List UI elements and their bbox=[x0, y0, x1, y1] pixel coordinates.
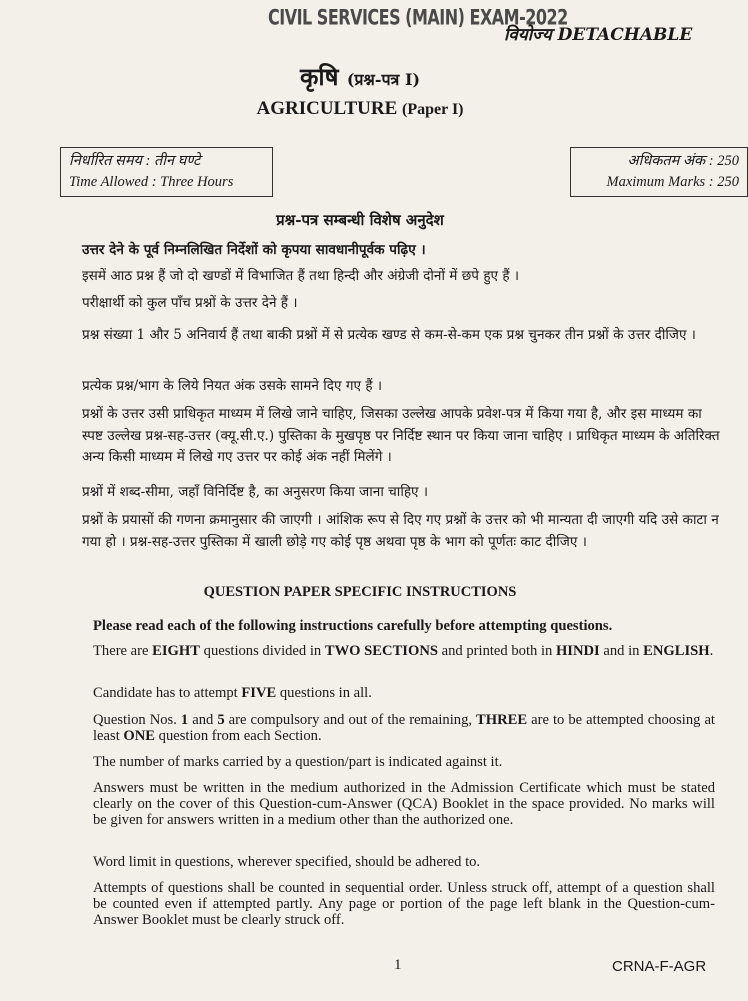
paper-code: CRNA-F-AGR bbox=[612, 958, 707, 975]
maximum-marks-box bbox=[570, 147, 748, 197]
subject-hindi-main: कृषि bbox=[299, 62, 339, 91]
text-fragment: Question Nos. bbox=[93, 712, 181, 728]
hindi-instruction-3: प्रश्न संख्या 1 और 5 अनिवार्य हैं तथा बाकी प्रश्नों में से प्रत्येक खण्ड से कम-से-कम एक प्रश्न चुनकर तीन प्रश्नों के उत्तर दीजिए । bbox=[82, 327, 696, 343]
text-fragment: and bbox=[188, 712, 218, 728]
subject-hindi-paper: (प्रश्न-पत्र I) bbox=[346, 70, 421, 89]
hindi-instruction-4: प्रत्येक प्रश्न/भाग के लिये नियत अंक उसके सामने दिए गए हैं । bbox=[82, 378, 383, 394]
english-intro: Please read each of the following instructions carefully before attempting questions. bbox=[93, 618, 613, 634]
subject-english-main: AGRICULTURE bbox=[256, 98, 398, 119]
eight-count: EIGHT bbox=[152, 643, 200, 659]
subject-english-paper: (Paper I) bbox=[402, 101, 464, 118]
text-fragment: and in bbox=[599, 643, 644, 659]
maximum-marks-english: Maximum Marks : 250 bbox=[606, 174, 739, 190]
hindi-instruction-7: प्रश्नों के प्रयासों की गणना क्रमानुसार की जाएगी । आंशिक रूप से दिए गए प्रश्नों के उत्तर को भी मान्यता दी जाएगी यदि उसे काटा न गया हो । प्रश्न-सह-उत्तर पुस्तिका में खाली छोड़े गए कोई पृष्ठ अथवा पृष्ठ के भाग को पूर्णतः काट दीजिए । bbox=[82, 512, 719, 550]
english-instruction-2 bbox=[93, 685, 715, 701]
text-fragment: question from each Section. bbox=[155, 728, 322, 744]
english-instruction-3 bbox=[93, 712, 715, 744]
time-allowed-box bbox=[60, 147, 273, 197]
text-fragment: There are bbox=[93, 643, 153, 659]
text-fragment: questions in all. bbox=[276, 685, 372, 701]
english-instruction-6: Word limit in questions, wherever specified, should be adhered to. bbox=[93, 854, 481, 870]
hindi-word: HINDI bbox=[555, 643, 600, 659]
time-allowed-hindi: निर्धारित समय : तीन घण्टे bbox=[69, 153, 201, 169]
text-fragment: are to be attempted choosing at least bbox=[93, 712, 715, 744]
hindi-instructions-heading: प्रश्न-पत्र सम्बन्धी विशेष अनुदेश bbox=[276, 211, 444, 229]
five-count: FIVE bbox=[241, 685, 277, 701]
text-fragment: . bbox=[709, 643, 714, 659]
one-count: ONE bbox=[123, 728, 156, 744]
question-five: 5 bbox=[217, 712, 225, 728]
hindi-instruction-5: प्रश्नों के उत्तर उसी प्राधिकृत माध्यम में लिखे जाने चाहिए, जिसका उल्लेख आपके प्रवेश-पत्र में किया गया है, और इस माध्यम का स्पष्ट उल्लेख प्रश्न-सह-उत्तर (क्यू.सी.ए.) पुस्तिका के मुखपृष्ठ पर निर्दिष्ट स्थान पर किया जाना चाहिए । प्राधिकृत माध्यम के अतिरिक्त अन्य किसी माध्यम में लिखे गए उत्तर पर कोई अंक नहीं मिलेंगे । bbox=[82, 406, 720, 465]
english-instruction-1 bbox=[93, 643, 715, 659]
english-instruction-4: The number of marks carried by a question/part is indicated against it. bbox=[93, 754, 503, 770]
time-allowed-english: Time Allowed : Three Hours bbox=[69, 174, 234, 190]
hindi-instruction-6: प्रश्नों में शब्द-सीमा, जहाँ विनिर्दिष्ट है, का अनुसरण किया जाना चाहिए । bbox=[82, 484, 429, 500]
exam-title: CIVIL SERVICES (MAIN) EXAM-2022 bbox=[268, 4, 568, 30]
subject-title-english bbox=[0, 98, 720, 120]
maximum-marks-hindi: अधिकतम अंक : 250 bbox=[627, 153, 739, 169]
text-fragment: are compulsory and out of the remaining, bbox=[224, 712, 477, 728]
two-sections: TWO SECTIONS bbox=[324, 643, 438, 659]
question-one: 1 bbox=[180, 712, 189, 728]
hindi-instruction-2: परीक्षार्थी को कुल पाँच प्रश्नों के उत्तर देने हैं । bbox=[82, 295, 298, 311]
page-number: 1 bbox=[394, 957, 402, 973]
detachable-label: वियोज्य DETACHABLE bbox=[504, 25, 693, 45]
english-instruction-7: Attempts of questions shall be counted in sequential order. Unless struck off, attempt of a question shall be counted even if attempted partly. Any page or portion of the page left blank in the Question-cum-Answer Booklet must be clearly struck off. bbox=[93, 880, 715, 928]
text-fragment: and printed both in bbox=[438, 643, 556, 659]
hindi-instruction-1: इसमें आठ प्रश्न हैं जो दो खण्डों में विभाजित हैं तथा हिन्दी और अंग्रेजी दोनों में छपे हुए हैं । bbox=[82, 268, 520, 284]
english-word: ENGLISH bbox=[643, 643, 710, 659]
text-fragment: questions divided in bbox=[200, 643, 325, 659]
text-fragment: Candidate has to attempt bbox=[93, 685, 242, 701]
hindi-intro: उत्तर देने के पूर्व निम्नलिखित निर्देशों को कृपया सावधानीपूर्वक पढ़िए । bbox=[82, 242, 426, 258]
three-count: THREE bbox=[476, 712, 528, 728]
subject-title-hindi bbox=[0, 60, 720, 93]
english-instruction-5: Answers must be written in the medium authorized in the Admission Certificate which must be stated clearly on the cover of this Question-cum-Answer (QCA) Booklet in the space provided. No marks will be given for answers written in a medium other than the authorized one. bbox=[93, 780, 715, 828]
english-instructions-heading: QUESTION PAPER SPECIFIC INSTRUCTIONS bbox=[203, 584, 517, 600]
